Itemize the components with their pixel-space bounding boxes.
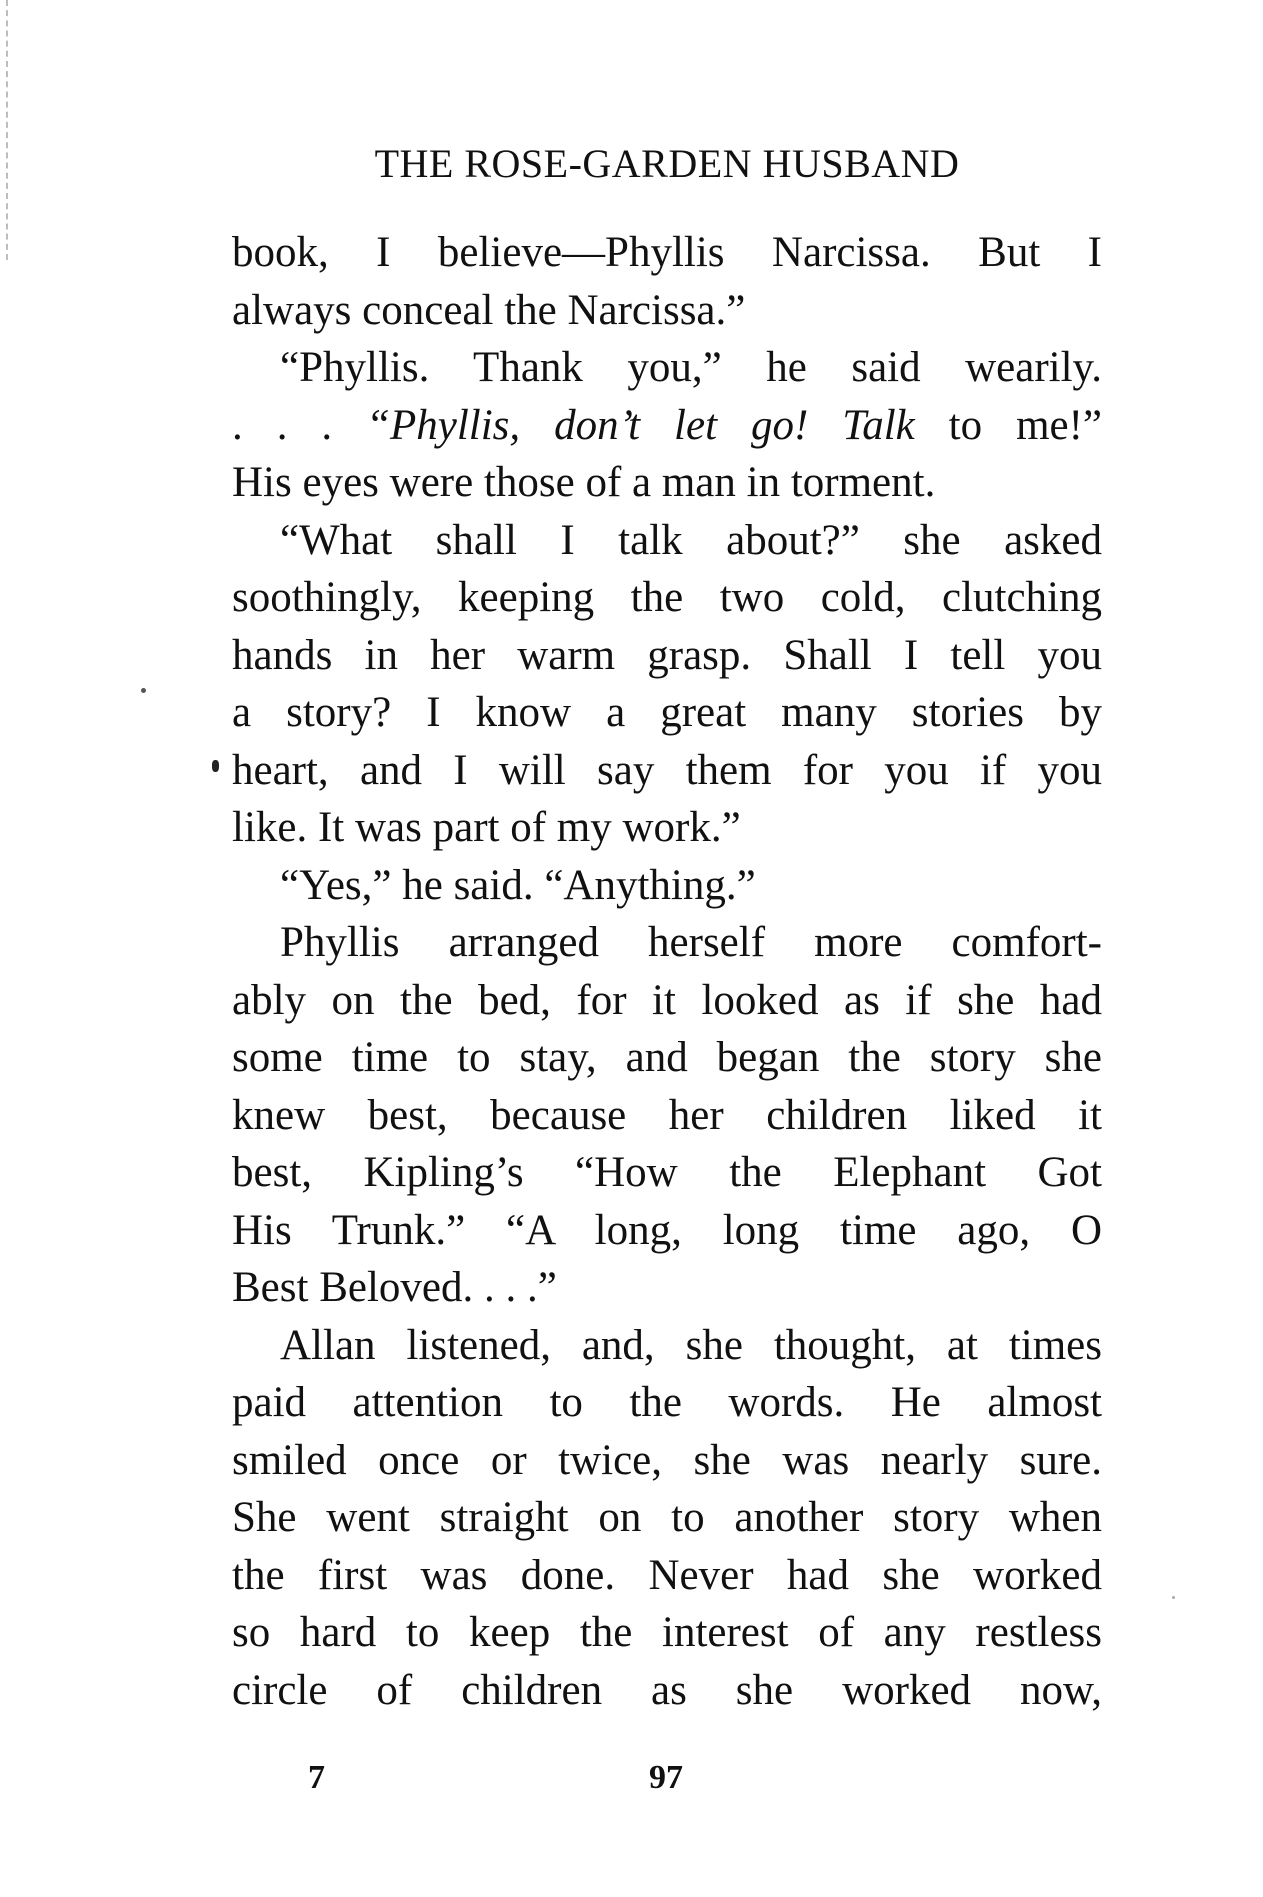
text-line: Best Beloved. . . .” bbox=[232, 1264, 557, 1311]
text-line: a story? I know a great many stories by bbox=[232, 689, 1102, 736]
text-line: best, Kipling’s “How the Elephant Got bbox=[232, 1149, 1102, 1196]
ink-speck bbox=[141, 688, 146, 693]
text-line: circle of children as she worked now, bbox=[232, 1666, 1102, 1714]
page-number: 97 bbox=[649, 1759, 683, 1796]
ink-speck bbox=[212, 760, 219, 772]
signature-mark: 7 bbox=[308, 1759, 325, 1796]
text-line: knew best, because her children liked it bbox=[232, 1091, 1102, 1139]
text-run: to me!” bbox=[914, 401, 1103, 449]
italic-run: “Phyllis, don’t let go! Talk bbox=[366, 401, 915, 449]
running-head: THE ROSE-GARDEN HUSBAND bbox=[374, 141, 960, 186]
text-line: heart, and I will say them for you if you bbox=[232, 746, 1102, 794]
text-line: paid attention to the words. He almost bbox=[232, 1379, 1102, 1426]
text-line: Phyllis arranged herself more comfort- bbox=[280, 919, 1102, 966]
text-line: His Trunk.” “A long, long time ago, O bbox=[232, 1206, 1102, 1254]
text-line: Allan listened, and, she thought, at times bbox=[280, 1321, 1102, 1369]
text-line: ably on the bed, for it looked as if she had bbox=[232, 976, 1102, 1024]
text-line: “Yes,” he said. “Anything.” bbox=[280, 861, 756, 909]
text-line: soothingly, keeping the two cold, clutching bbox=[232, 574, 1102, 621]
text-line: “Phyllis. Thank you,” he said wearily. bbox=[280, 344, 1102, 391]
text-line: She went straight on to another story when bbox=[232, 1494, 1102, 1541]
text-line: His eyes were those of a man in torment. bbox=[232, 459, 936, 506]
text-line: the first was done. Never had she worked bbox=[232, 1551, 1102, 1599]
ink-speck bbox=[1172, 1596, 1175, 1599]
text-line: hands in her warm grasp. Shall I tell you bbox=[232, 631, 1102, 679]
text-line: so hard to keep the interest of any restless bbox=[232, 1609, 1102, 1656]
text-line: “What shall I talk about?” she asked bbox=[280, 516, 1102, 564]
text-run: . . . bbox=[232, 401, 367, 449]
text-line: always conceal the Narcissa.” bbox=[232, 286, 746, 334]
text-line: book, I believe—Phyllis Narcissa. But I bbox=[232, 229, 1102, 276]
binding-edge bbox=[6, 0, 12, 260]
body-text bbox=[232, 224, 1102, 1719]
text-line: some time to stay, and began the story she bbox=[232, 1034, 1102, 1081]
text-line: like. It was part of my work.” bbox=[232, 804, 741, 851]
text-line: smiled once or twice, she was nearly sure. bbox=[232, 1436, 1102, 1484]
text-line bbox=[232, 397, 1102, 455]
